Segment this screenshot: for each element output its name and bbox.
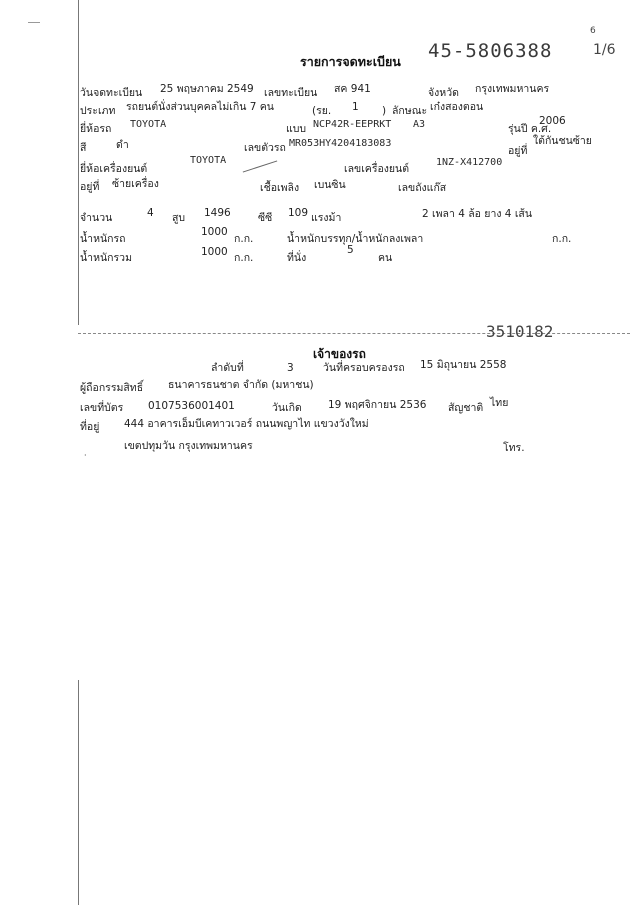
phone-label: โทร. — [503, 442, 525, 454]
card-value: 0107536001401 — [148, 400, 235, 412]
left-margin-line-bottom — [78, 680, 79, 905]
corner-mark: 6 — [590, 26, 596, 36]
address-line2: เขตปทุมวัน กรุงเทพมหานคร — [124, 440, 253, 452]
reg-no-label: เลขทะเบียน — [264, 87, 318, 99]
weight-label: น้ำหนักรถ — [80, 233, 126, 245]
fuel-label: เชื้อเพลิง — [260, 182, 300, 194]
engine-location-value: ซ้ายเครื่อง — [112, 178, 159, 190]
address-label: ที่อยู่ — [80, 421, 100, 433]
card-label: เลขที่บัตร — [80, 402, 124, 414]
cc-value: 1496 — [204, 207, 231, 219]
year-label: รุ่นปี ค.ศ. — [508, 123, 552, 135]
birth-value: 19 พฤศจิกายน 2536 — [328, 399, 427, 411]
reg-date-value: 25 พฤษภาคม 2549 — [160, 83, 254, 95]
count-label: จำนวน — [80, 212, 113, 224]
cylinders-value: 4 — [147, 207, 154, 219]
engine-brand-value: TOYOTA — [190, 155, 227, 166]
address-dot: · — [84, 451, 87, 460]
gross-unit: ก.ก. — [234, 252, 254, 264]
province-value: กรุงเทพมหานคร — [475, 83, 550, 95]
pen-stroke — [243, 160, 278, 172]
hp-value: 109 — [288, 207, 309, 219]
order-label: ลำดับที่ — [211, 362, 244, 374]
address-line1: 444 อาคารเอ็มบีเคทาวเวอร์ ถนนพญาไท แขวงวังใหม่ — [124, 418, 369, 430]
load-label: น้ำหนักบรรทุก/น้ำหนักลงเพลา — [287, 233, 424, 245]
seats-label: ที่นั่ง — [287, 252, 307, 264]
engine-no-label: เลขเครื่องยนต์ — [344, 163, 410, 175]
birth-label: วันเกิด — [272, 402, 302, 414]
reg-no-value: สค 941 — [334, 83, 371, 95]
weight-unit: ก.ก. — [234, 233, 254, 245]
axle-wheel-tire: 2 เพลา 4 ล้อ ยาง 4 เส้น — [422, 208, 532, 220]
holder-value: ธนาคารธนชาต จำกัด (มหาชน) — [168, 379, 314, 391]
seats-value: 5 — [347, 244, 354, 256]
nationality-value: ไทย — [490, 397, 509, 409]
chassis-location-label: อยู่ที่ — [508, 145, 528, 157]
order-value: 3 — [287, 362, 294, 374]
category-close: ) — [382, 105, 387, 117]
model-value: NCP42R-EEPRKT — [313, 119, 392, 130]
possession-label: วันที่ครอบครองรถ — [323, 362, 405, 374]
engine-brand-label: ยี่ห้อเครื่องยนต์ — [80, 163, 148, 175]
year-value: 2006 — [539, 115, 566, 127]
province-label: จังหวัด — [428, 87, 459, 99]
persons-label: คน — [378, 252, 393, 264]
handwritten-number: 45-5806388 — [428, 40, 553, 62]
reg-date-label: วันจดทะเบียน — [80, 87, 143, 99]
holder-label: ผู้ถือกรรมสิทธิ์ — [80, 382, 144, 394]
cut-number: 3510182 — [486, 322, 554, 341]
left-margin-tick — [28, 22, 40, 23]
registration-title: รายการจดทะเบียน — [300, 54, 401, 69]
gas-tank-label: เลขถังแก๊ส — [398, 182, 447, 194]
fuel-value: เบนซิน — [314, 179, 346, 191]
model-label: แบบ — [286, 123, 307, 135]
cc-label: ซีซี — [258, 212, 273, 224]
corner-handwritten: 1/6 — [593, 42, 616, 58]
brand-label: ยี่ห้อรถ — [80, 123, 112, 135]
chassis-value: MR053HY4204183083 — [289, 138, 392, 149]
category-value: 1 — [352, 101, 359, 113]
possession-value: 15 มิถุนายน 2558 — [420, 359, 507, 371]
engine-no-value: 1NZ-X412700 — [436, 157, 503, 168]
category-label: (รย. — [312, 105, 332, 117]
model-suffix: A3 — [413, 119, 426, 130]
brand-value: TOYOTA — [130, 119, 167, 130]
load-unit: ก.ก. — [552, 233, 572, 245]
type-value: รถยนต์นั่งส่วนบุคคลไม่เกิน 7 คน — [126, 101, 274, 113]
engine-location-label: อยู่ที่ — [80, 181, 100, 193]
cylinder-label: สูบ — [172, 212, 186, 224]
owner-title: เจ้าของรถ — [313, 347, 366, 361]
nationality-label: สัญชาติ — [448, 402, 484, 414]
style-value: เก๋งสองตอน — [430, 101, 484, 113]
gross-label: น้ำหนักรวม — [80, 252, 132, 264]
chassis-location-value: ใต้กันชนซ้าย — [533, 135, 592, 147]
hp-label: แรงม้า — [311, 212, 342, 224]
style-label: ลักษณะ — [392, 105, 428, 117]
color-label: สี — [80, 142, 87, 154]
weight-value: 1000 — [201, 226, 228, 238]
type-label: ประเภท — [80, 105, 116, 117]
color-value: ดำ — [116, 139, 129, 151]
chassis-label: เลขตัวรถ — [244, 142, 286, 154]
gross-value: 1000 — [201, 246, 228, 258]
left-margin-line-top — [78, 0, 79, 325]
